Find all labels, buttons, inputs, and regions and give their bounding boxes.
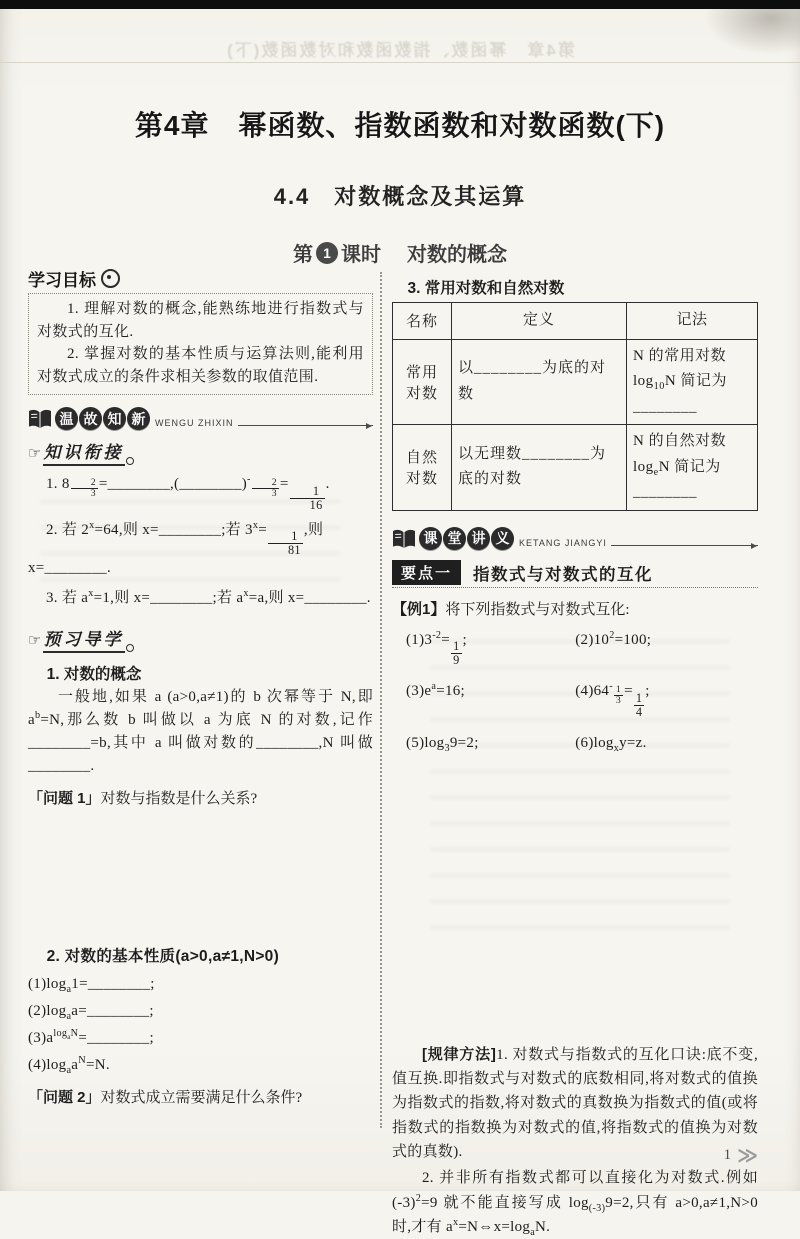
badge-char: 温 bbox=[55, 407, 78, 430]
hand-icon: ☞ bbox=[28, 631, 41, 649]
book-icon bbox=[392, 529, 416, 550]
preview-title: 预习导学 bbox=[43, 625, 125, 653]
question-2 bbox=[28, 1086, 373, 1107]
bleed-through-text: 第4章 幂函数、指数函数和对数函数(下) bbox=[0, 36, 800, 61]
badge-char: 义 bbox=[491, 527, 514, 550]
question-text: 对数式成立需要满足什么条件? bbox=[101, 1090, 303, 1106]
question-1 bbox=[28, 787, 373, 808]
example1-equations bbox=[392, 629, 758, 755]
concept-title: 1. 对数的概念 bbox=[28, 662, 373, 684]
badge-char: 新 bbox=[127, 407, 150, 430]
example1-intro-text: 将下列指数式与对数式互化: bbox=[445, 602, 629, 618]
example1-item: $(5)\log_39=2$; bbox=[406, 732, 575, 755]
objectives-heading bbox=[28, 266, 373, 291]
table-header-cell: 名称 bbox=[393, 303, 452, 340]
table-cell-name: 自然对数 bbox=[393, 425, 452, 511]
concept-body: 一般地,如果 a (a>0,a≠1)的 b 次幂等于 N,即 $a^b=N$,那么数 b 叫做以 a 为底 N 的对数,记作________=b,其中 a 叫做对数的________,N 叫做________. bbox=[28, 686, 373, 779]
knowledge-link-title: 知识衔接 bbox=[43, 438, 125, 466]
blank-answer-space bbox=[28, 808, 373, 936]
point-one-heading bbox=[392, 560, 758, 588]
table-cell-name: 常用对数 bbox=[393, 339, 452, 425]
target-icon bbox=[101, 269, 120, 288]
properties-title: 2. 对数的基本性质(a>0,a≠1,N>0) bbox=[28, 945, 373, 969]
method-label: [规律方法] bbox=[422, 1046, 496, 1063]
left-column bbox=[28, 266, 373, 1107]
table-cell-definition: 以无理数________为底的对数 bbox=[452, 425, 627, 511]
badge-char: 知 bbox=[103, 407, 126, 430]
badge-pinyin: KETANG JIANGYI bbox=[519, 538, 607, 548]
knowledge-item: 3. 若 $a^x=1$,则 x=________;若 $a^x=a$,则 x=________. bbox=[28, 587, 373, 610]
example1-intro bbox=[392, 598, 758, 619]
example1-item: $(2)10^2=100$; bbox=[575, 629, 758, 668]
knowledge-item: 2. 若 $2^x=64$,则 x=________;若 $3^x=$ $\frac{1}{81}$ ,则 x=________. bbox=[28, 519, 373, 581]
example1-item: $(6)\log_xy=z$. bbox=[575, 732, 758, 755]
objective-item: 1. 理解对数的概念,能熟练地进行指数式与对数式的互化. bbox=[37, 298, 364, 343]
objective-item: 2. 掌握对数的基本性质与运算法则,能利用对数式成立的条件求相关参数的取值范围. bbox=[37, 343, 364, 388]
objectives-box bbox=[28, 293, 373, 395]
point-one-badge: 要点一 bbox=[392, 560, 461, 585]
knowledge-link-heading bbox=[28, 438, 373, 466]
scan-top-band bbox=[0, 0, 800, 9]
right-column bbox=[392, 276, 758, 1239]
wengu-zhixin-badge bbox=[28, 407, 373, 430]
question-label: 「问题 1」 bbox=[28, 790, 101, 807]
lesson-suffix: 课时 bbox=[341, 238, 381, 267]
hand-icon: ☞ bbox=[28, 444, 41, 462]
logs-table-title: 3. 常用对数和自然对数 bbox=[392, 276, 758, 298]
table-header-row bbox=[393, 303, 758, 340]
book-icon bbox=[28, 409, 52, 430]
lesson-number-badge: 1 bbox=[316, 242, 338, 264]
question-text: 对数与指数是什么关系? bbox=[101, 791, 258, 807]
method-paragraph bbox=[392, 1043, 758, 1164]
method-text: 1. 对数式与指数式的互化口诀:底不变,值互换.即指数式与对数式的底数相同,将对数式的值换为指数式的指数,将对数式的真数换为指数式的值(或将指数式的指数换为对数式的值,将指数式的值换为对数式的真数). bbox=[392, 1047, 758, 1160]
badge-char: 故 bbox=[79, 407, 102, 430]
badge-pinyin: WENGU ZHIXIN bbox=[155, 418, 234, 428]
column-divider bbox=[380, 272, 382, 1128]
lesson-heading bbox=[0, 238, 800, 267]
ring-icon bbox=[126, 457, 134, 465]
table-cell-notation: N 的常用对数 $\log_{10}N$ 简记为________ bbox=[627, 339, 758, 425]
table-row bbox=[393, 425, 758, 511]
rule-line bbox=[238, 425, 374, 426]
table-header-cell: 定义 bbox=[452, 303, 627, 340]
example1-item: $(3)e^a=16$; bbox=[406, 680, 575, 719]
preview-heading bbox=[28, 625, 373, 653]
lesson-title: 对数的概念 bbox=[407, 238, 507, 267]
objectives-title: 学习目标 bbox=[28, 266, 96, 291]
badge-char: 课 bbox=[419, 527, 442, 550]
lesson-prefix: 第 bbox=[293, 238, 313, 267]
ketang-jiangyi-badge bbox=[392, 527, 758, 550]
section-title: 4.4 对数概念及其运算 bbox=[0, 180, 800, 211]
ring-icon bbox=[126, 644, 134, 652]
property-item: $(1)\log_a1=\_\_\_\_\_\_\_\_$; bbox=[28, 973, 373, 996]
point-one-title: 指数式与对数式的互化 bbox=[473, 561, 653, 585]
knowledge-item: 1. 8 $^{\frac{2}{3}}$ =________,(________)$^{- \frac{2}{3}}$ = $\frac{1}{16}$ . bbox=[28, 473, 373, 512]
question-label: 「问题 2」 bbox=[28, 1089, 101, 1106]
page-number: 1 bbox=[724, 1147, 732, 1164]
property-item: $(4)\log_aa^N=N$. bbox=[28, 1054, 373, 1077]
chapter-title: 第4章 幂函数、指数函数和对数函数(下) bbox=[0, 104, 800, 144]
method-paragraph: 2. 并非所有指数式都可以直接化为对数式.例如 $(-3)^2=9$ 就不能直接写成 $\log_{(-3)}9=2$,只有 a>0,a≠1,N>0 时,才有 $a^x=N\Leftrightarrow x=\log_aN$. bbox=[392, 1166, 758, 1239]
example1-label: 【例1】 bbox=[392, 601, 445, 618]
badge-char: 讲 bbox=[467, 527, 490, 550]
property-item: $(3)a^{log_aN}=\_\_\_\_\_\_\_\_$; bbox=[28, 1027, 373, 1050]
table-row bbox=[393, 339, 758, 425]
scan-line bbox=[0, 62, 800, 63]
property-item: $(2)\log_aa=\_\_\_\_\_\_\_\_$; bbox=[28, 1000, 373, 1023]
table-cell-notation: N 的自然对数 $\log_eN$ 简记为________ bbox=[627, 425, 758, 511]
table-cell-definition: 以________为底的对数 bbox=[452, 339, 627, 425]
example1-item: $(4)64^{- \frac{1}{3}}$ = $\frac{1}{4}$ ; bbox=[575, 680, 758, 719]
table-header-cell: 记法 bbox=[627, 303, 758, 340]
page-footer bbox=[724, 1143, 756, 1167]
logs-table bbox=[392, 302, 758, 511]
method-section bbox=[392, 1043, 758, 1239]
example1-item: $(1)3^{-2}=$ $\frac{1}{9}$ ; bbox=[406, 629, 575, 668]
rule-line bbox=[611, 545, 758, 546]
badge-char: 堂 bbox=[443, 527, 466, 550]
double-chevron-icon: ≫ bbox=[737, 1143, 756, 1167]
